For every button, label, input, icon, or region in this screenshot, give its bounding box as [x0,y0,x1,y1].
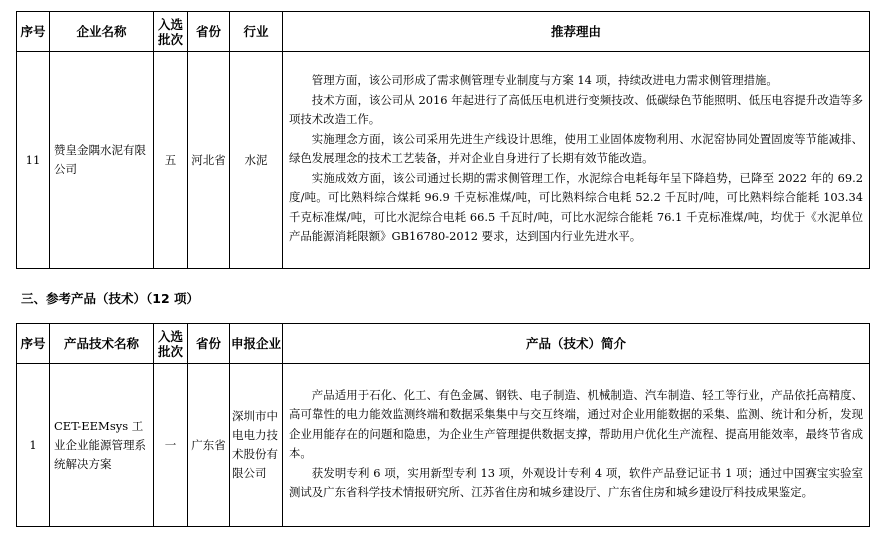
cell-applicant: 深圳市中电电力技术股份有限公司 [230,364,283,527]
cell-province: 广东省 [188,364,230,527]
table-row [17,52,870,269]
header-reason: 推荐理由 [283,12,870,52]
reason-concept: 实施理念方面，该公司采用先进生产线设计思维，使用工业固体废物利用、水泥窑协同处置固废等节能减排、绿色发展理念的技术工艺装备，并对企业自身进行了长期有效节能改造。 [289,131,863,166]
cell-batch: 一 [154,364,188,527]
table-header-row [17,324,870,364]
cell-reason [283,52,870,269]
recommended-enterprise-table [16,11,870,269]
cell-intro [283,364,870,527]
header-product-name: 产品技术名称 [50,324,154,364]
header-batch: 入选批次 [154,324,188,364]
intro-patents: 获发明专利 6 项，实用新型专利 13 项，外观设计专利 4 项，软件产品登记证书 1 项；通过中国赛宝实验室测试及广东省科学技术情报研究所、江苏省住房和城乡建设厅、广东省住房和城乡建设厅科技成果鉴定。 [289,465,863,499]
reason-technology: 技术方面，该公司从 2016 年起进行了高低压电机进行变频技改、低碳绿色节能照明、低压电容提升改造等多项技术改造工作。 [289,92,863,127]
cell-product-name: CET-EEMsys 工业企业能源管理系统解决方案 [50,364,154,527]
cell-province: 河北省 [188,52,230,269]
reason-results: 实施成效方面，该公司通过长期的需求侧管理工作，水泥综合电耗每年呈下降趋势，已降至 2022 年的 69.2 度/吨。可比熟料综合煤耗 96.9 千克标准煤/吨，可比熟料综合电耗 52.2 千瓦时/吨，可比熟料综合能耗 103.34 千克标准煤/吨，可比水泥综合电耗 66.5 千瓦时/吨，可比水泥综合能耗 76.1 千克标准煤/吨，均优于《水泥单位产品能源消耗限额》GB16780-2012 要求，达到国内行业先进水平。 [289,170,863,244]
header-province: 省份 [188,324,230,364]
header-industry: 行业 [230,12,283,52]
header-province: 省份 [188,12,230,52]
header-serial: 序号 [17,324,50,364]
section-title: 三、参考产品（技术）（12 项） [21,291,199,306]
cell-company-name: 赞皇金隅水泥有限公司 [50,52,154,269]
reason-management: 管理方面，该公司形成了需求侧管理专业制度与方案 14 项，持续改进电力需求侧管理措施。 [311,73,778,88]
header-company-name: 企业名称 [50,12,154,52]
intro-application: 产品适用于石化、化工、有色金属、钢铁、电子制造、机械制造、汽车制造、轻工等行业，产品依托高精度、高可靠性的电力能效监测终端和数据采集集中与交互终端，通过对企业用能数据的采集、监测、统计和分析，发现企业用能存在的问题和隐患，为企业生产管理提供数据支撑，帮助用户优化生产流程、提高用能效率，最终节省成本。 [289,387,863,460]
table-row [17,364,870,527]
header-applicant: 申报企业 [230,324,283,364]
cell-serial: 1 [17,364,50,527]
header-serial: 序号 [17,12,50,52]
cell-batch: 五 [154,52,188,269]
reference-product-table [16,323,870,527]
cell-industry: 水泥 [230,52,283,269]
table-header-row [17,12,870,52]
cell-serial: 11 [17,52,50,269]
header-intro: 产品（技术）简介 [283,324,870,364]
header-batch: 入选批次 [154,12,188,52]
